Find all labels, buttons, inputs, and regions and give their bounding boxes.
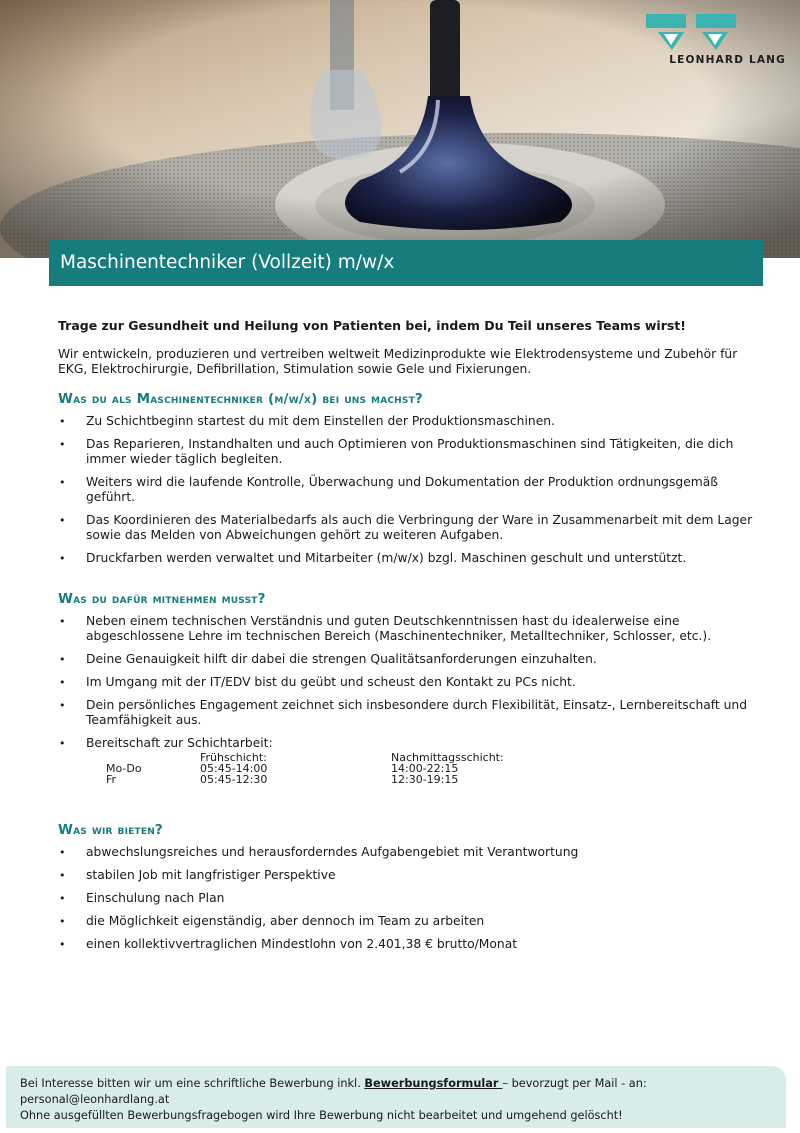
list-item: • Deine Genauigkeit hilft dir dabei die strengen Qualitätsanforderungen einzuhalten.	[58, 652, 758, 667]
list-item: • die Möglichkeit eigenständig, aber dennoch im Team zu arbeiten	[58, 914, 758, 929]
header-photo	[0, 0, 800, 258]
schedule-day: Fr	[106, 773, 117, 786]
requirements-list	[58, 614, 758, 785]
schedule-early: 05:45-12:30	[200, 773, 268, 786]
list-item: • Weiters wird die laufende Kontrolle, Überwachung und Dokumentation der Produktion ordnungsgemäß geführt.	[58, 475, 758, 505]
schedule-late: 12:30-19:15	[391, 773, 459, 786]
shift-work-label: Bereitschaft zur Schichtarbeit:	[86, 736, 273, 750]
job-title-bar	[49, 240, 763, 286]
schedule-late: 14:00-22:15	[391, 762, 459, 775]
list-item: • Das Koordinieren des Materialbedarfs als auch die Verbringung der Ware in Zusammenarbeit mit dem Lager sowie das Melden von Abweichungen gehört zu weiteren Aufgaben.	[58, 513, 758, 543]
footer-text-post: – bevorzugt per Mail - an: personal@leonhardlang.at	[20, 1077, 647, 1106]
tasks-heading: Was du als Maschinentechniker (m/w/x) bei uns machst?	[58, 391, 423, 407]
list-item: • Einschulung nach Plan	[58, 891, 758, 906]
list-item	[58, 736, 758, 785]
footer-text-pre: Bei Interesse bitten wir um eine schriftliche Bewerbung inkl.	[20, 1077, 365, 1090]
list-item: • Zu Schichtbeginn startest du mit dem Einstellen der Produktionsmaschinen.	[58, 414, 758, 429]
schedule-early: 05:45-14:00	[200, 762, 268, 775]
company-name: LEONHARD LANG	[669, 54, 786, 66]
schedule-col-late: Nachmittagsschicht:	[391, 751, 504, 764]
intro-text: Wir entwickeln, produzieren und vertreiben weltweit Medizinprodukte wie Elektrodensysteme und Zubehör für EKG, Elektrochirurgie, Defibrillation, Stimulation sowie Gele und Fixierungen.	[58, 347, 738, 376]
schedule-day: Mo-Do	[106, 762, 142, 775]
list-item: • einen kollektivvertraglichen Mindestlohn von 2.401,38 € brutto/Monat	[58, 937, 758, 952]
offer-list	[58, 845, 758, 952]
shift-schedule	[86, 752, 758, 785]
list-item: • Neben einem technischen Verständnis und guten Deutschkenntnissen hast du idealerweise eine abgeschlossene Lehre im technischen Bereich (Maschinentechniker, Metalltechniker, Schlosser, etc.).	[58, 614, 758, 644]
footer-line-2: Ohne ausgefüllten Bewerbungsfragebogen wird Ihre Bewerbung nicht bearbeitet und umgehend gelöscht!	[20, 1109, 623, 1122]
list-item: • abwechslungsreiches und herausforderndes Aufgabengebiet mit Verantwortung	[58, 845, 758, 860]
application-footer	[6, 1066, 786, 1128]
tasks-list	[58, 414, 758, 566]
logo-mark-icon	[646, 14, 742, 52]
footer-line-1	[20, 1076, 786, 1108]
list-item: • Dein persönliches Engagement zeichnet sich insbesondere durch Flexibilität, Einsatz-, Lernbereitschaft und Teamfähigkeit aus.	[58, 698, 758, 728]
list-item: • Druckfarben werden verwaltet und Mitarbeiter (m/w/x) bzgl. Maschinen geschult und unterstützt.	[58, 551, 758, 566]
application-form-link[interactable]: Bewerbungsformular	[364, 1077, 503, 1090]
list-item: • stabilen Job mit langfristiger Perspektive	[58, 868, 758, 883]
offer-heading: Was wir bieten?	[58, 822, 163, 838]
requirements-heading: Was du dafür mitnehmen musst?	[58, 591, 266, 607]
job-title: Maschinentechniker (Vollzeit) m/w/x	[60, 252, 395, 273]
list-item: • Im Umgang mit der IT/EDV bist du geübt und scheust den Kontakt zu PCs nicht.	[58, 675, 758, 690]
company-logo	[646, 14, 786, 66]
schedule-col-early: Frühschicht:	[200, 751, 267, 764]
list-item: • Das Reparieren, Instandhalten und auch Optimieren von Produktionsmaschinen sind Tätigkeiten, die dich immer wieder täglich begleiten.	[58, 437, 758, 467]
job-description	[58, 318, 758, 960]
lead-text: Trage zur Gesundheit und Heilung von Patienten bei, indem Du Teil unseres Teams wirst!	[58, 318, 686, 333]
